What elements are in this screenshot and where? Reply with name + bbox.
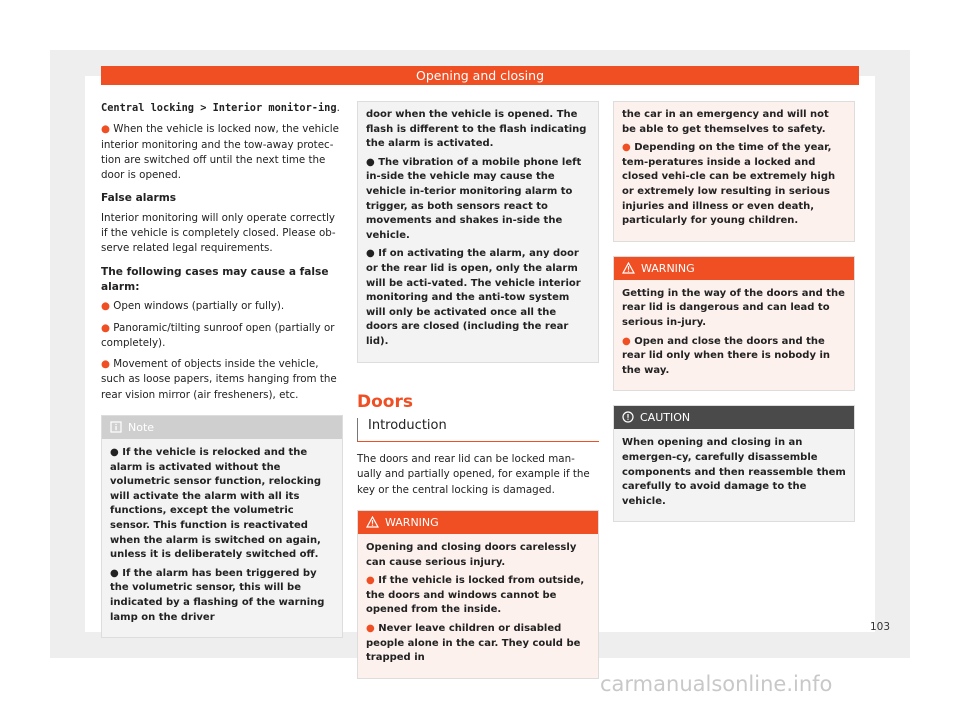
bullet-icon: ● <box>622 335 635 347</box>
chapter-banner: Opening and closing <box>101 66 859 85</box>
subsection-title: Introduction <box>357 418 599 442</box>
bullet-icon: ● <box>366 575 379 587</box>
warning-text: Open and close the doors and the rear lid only when there is nobody in the way. <box>622 335 830 376</box>
warning-box-continued <box>613 101 855 242</box>
warning-text: Depending on the time of the year, tem-peratures inside a locked and closed vehi-cle can be extremely high or extremely low resulting in serious injuries and illness or even death, particularly for young children. <box>622 142 836 227</box>
bullet-icon: ● <box>366 622 379 634</box>
menu-path: Central locking > Interior monitor-ing <box>101 102 337 114</box>
caution-text: When opening and closing in an emergen-cy, carefully disassemble components and then reassemble them carefully to avoid damage to the vehicle. <box>622 437 846 507</box>
intro-text: The doors and rear lid can be locked man-ually and partially opened, for example if the key or the central locking is damaged. <box>357 453 590 496</box>
menu-path-suffix: . <box>336 102 340 114</box>
warning-triangle-icon <box>622 262 635 274</box>
bullet-icon: ● <box>101 321 114 334</box>
section-title: Doors <box>357 391 413 412</box>
case-text: Movement of objects inside the vehicle, such as loose papers, items hanging from the rear vision mirror (air fresheners), etc. <box>101 358 337 401</box>
locked-text: When the vehicle is locked now, the vehicle interior monitoring and the tow-away protec-tion are switched off until the next time the door is opened. <box>101 123 339 182</box>
note-text: If the vehicle is relocked and the alarm is activated without the volumetric sensor function, relocking will activate the alarm with all its functions, except the volumetric sensor. This function is reactivated when the alarm is switched on again, unless it is deliberately switched off. <box>110 447 322 561</box>
note-box-continued <box>357 101 599 363</box>
bullet-icon: ● <box>101 123 114 136</box>
warning-label: WARNING <box>641 261 695 275</box>
note-text: If on activating the alarm, any door or the rear lid is open, only the alarm will be acti-vated. The vehicle interior monitoring and the anti-tow system will only be activated once all the doors are closed (including the rear lid). <box>366 248 581 347</box>
warning-triangle-icon <box>366 516 379 528</box>
page-number: 103 <box>870 621 891 633</box>
warning-box-2 <box>613 256 855 392</box>
caution-circle-icon <box>622 411 634 423</box>
bullet-item <box>101 357 343 403</box>
bullet-icon: ● <box>622 142 635 154</box>
warning-text: Never leave children or disabled people alone in the car. They could be trapped in <box>366 622 581 664</box>
warning-text: If the vehicle is locked from outside, the doors and windows cannot be opened from the inside. <box>366 575 585 616</box>
column-1 <box>101 101 343 638</box>
note-label: Note <box>128 421 155 435</box>
note-text: The vibration of a mobile phone left in-side the vehicle may cause the vehicle in-terior monitoring alarm to trigger, as both sensors react to movements and shakes in-side the vehicle. <box>366 156 582 241</box>
warning-label: WARNING <box>385 515 439 529</box>
warning-text: the car in an emergency and will not be able to get themselves to safety. <box>622 109 829 135</box>
note-item: ● If on activating the alarm, any door or the rear lid is open, only the alarm will be acti-vated. The vehicle interior monitoring and the anti-tow system will only be activated once all the doors are closed (including the rear lid). <box>366 248 581 347</box>
false-alarms-text: Interior monitoring will only operate correctly if the vehicle is completely closed. Please ob-serve related legal requirements. <box>101 211 336 255</box>
false-alarms-heading: False alarms <box>101 192 177 205</box>
bullet-item <box>101 299 343 314</box>
case-text: Panoramic/tilting sunroof open (partially or completely). <box>101 321 335 349</box>
warning-header <box>614 257 854 280</box>
caution-header <box>614 406 854 429</box>
bullet-item <box>101 122 343 183</box>
bullet-icon: ● <box>101 358 114 371</box>
warning-item <box>622 141 846 229</box>
note-item: ● If the alarm has been triggered by the volumetric sensor, this will be indicated by a flashing of the warning lamp on the driver <box>110 567 325 623</box>
column-3 <box>613 101 855 522</box>
watermark: carmanualsonline.info <box>600 672 833 696</box>
menu-path-paragraph <box>101 101 343 116</box>
column-2 <box>357 101 599 679</box>
caution-label: CAUTION <box>640 411 691 425</box>
warning-intro: Opening and closing doors carelessly can cause serious injury. <box>366 541 577 568</box>
warning-box <box>357 510 599 679</box>
warning-item <box>366 574 590 618</box>
cases-heading: The following cases may cause a false alarm: <box>101 265 329 293</box>
warning-item <box>366 622 590 666</box>
note-item: ● If the vehicle is relocked and the alarm is activated without the volumetric sensor function, relocking will activate the alarm with all its functions, except the volumetric sensor. This function is reactivated when the alarm is switched on again, unless it is deliberately switched off. <box>110 447 322 561</box>
bullet-icon: ● <box>101 300 114 313</box>
note-header <box>102 416 342 439</box>
note-text: If the alarm has been triggered by the volumetric sensor, this will be indicated by a flashing of the warning lamp on the driver <box>110 567 325 623</box>
warning-item <box>622 335 846 379</box>
warning-header <box>358 511 598 534</box>
note-box <box>101 415 343 638</box>
caution-box <box>613 405 855 522</box>
note-text: door when the vehicle is opened. The flash is different to the flash indicating the alarm is activated. <box>366 109 587 150</box>
bullet-item <box>101 321 343 352</box>
info-icon <box>110 421 122 433</box>
case-text: Open windows (partially or fully). <box>113 300 285 313</box>
note-item: ● The vibration of a mobile phone left in-side the vehicle may cause the vehicle in-terior monitoring alarm to trigger, as both sensors react to movements and shakes in-side the vehicle. <box>366 156 582 241</box>
warning-intro: Getting in the way of the doors and the rear lid is dangerous and can lead to serious in-jury. <box>622 287 845 328</box>
